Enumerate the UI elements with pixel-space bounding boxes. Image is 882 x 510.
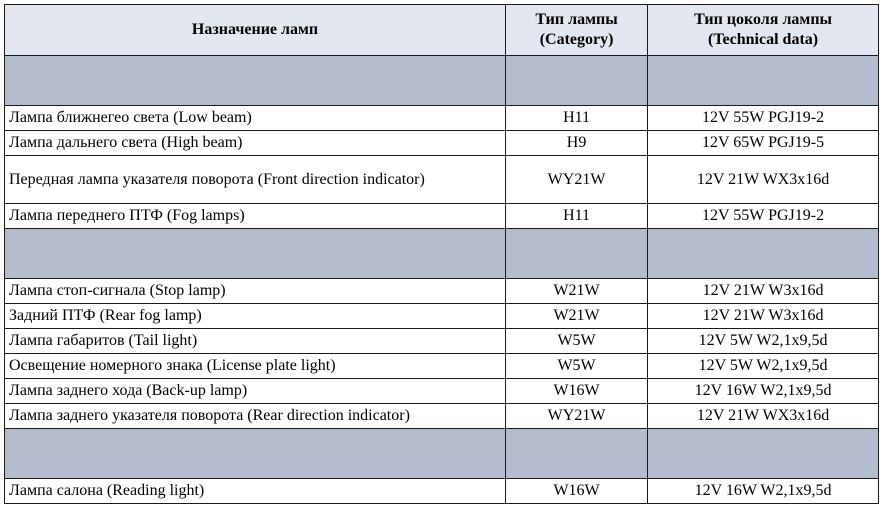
lamp-technical: 12V 65W PGJ19-5 — [648, 131, 879, 156]
section-cell — [648, 56, 879, 106]
lamp-category: W21W — [506, 279, 648, 304]
header-technical-line2: (Technical data) — [708, 31, 819, 48]
lamp-name: Лампа переднего ПТФ (Fog lamps) — [5, 204, 506, 229]
lamp-technical: 12V 55W PGJ19-2 — [648, 106, 879, 131]
lamp-name: Лампа стоп-сигнала (Stop lamp) — [5, 279, 506, 304]
section-cell — [648, 429, 879, 479]
lamp-category: H11 — [506, 204, 648, 229]
section-cell — [506, 229, 648, 279]
section-separator-rear — [5, 229, 879, 279]
lamp-name: Лампа ближнегео света (Low beam) — [5, 106, 506, 131]
table-row — [5, 131, 879, 156]
section-separator-interior — [5, 429, 879, 479]
lamp-category: WY21W — [506, 404, 648, 429]
table-row — [5, 204, 879, 229]
lamp-category: W5W — [506, 354, 648, 379]
table-row — [5, 106, 879, 131]
section-cell — [5, 429, 506, 479]
lamp-category: WY21W — [506, 156, 648, 204]
lamp-technical: 12V 16W W2,1x9,5d — [648, 379, 879, 404]
lamp-category: H11 — [506, 106, 648, 131]
table-row — [5, 379, 879, 404]
header-technical — [648, 5, 879, 56]
header-purpose: Назначение ламп — [5, 5, 506, 56]
lamp-name: Лампа салона (Reading light) — [5, 479, 506, 504]
header-technical-line1: Тип цоколя лампы — [694, 11, 833, 28]
header-category-line1: Тип лампы — [535, 11, 618, 28]
section-cell — [5, 229, 506, 279]
lamp-technical: 12V 55W PGJ19-2 — [648, 204, 879, 229]
table-row — [5, 329, 879, 354]
section-cell — [5, 56, 506, 106]
table-row — [5, 156, 879, 204]
section-cell — [648, 229, 879, 279]
lamp-name: Передная лампа указателя поворота (Front direction indicator) — [5, 156, 506, 204]
section-cell — [506, 429, 648, 479]
section-separator-front — [5, 56, 879, 106]
lamp-category: W16W — [506, 379, 648, 404]
lamp-category: W21W — [506, 304, 648, 329]
lamp-technical: 12V 21W WX3x16d — [648, 404, 879, 429]
lamp-category: H9 — [506, 131, 648, 156]
header-row — [5, 5, 879, 56]
lamp-name: Лампа дальнего света (High beam) — [5, 131, 506, 156]
lamp-category: W16W — [506, 479, 648, 504]
section-cell — [506, 56, 648, 106]
lamp-name: Задний ПТФ (Rear fog lamp) — [5, 304, 506, 329]
lamp-category: W5W — [506, 329, 648, 354]
lamp-technical: 12V 21W W3x16d — [648, 279, 879, 304]
lamp-technical: 12V 21W WX3x16d — [648, 156, 879, 204]
lamp-technical: 12V 5W W2,1x9,5d — [648, 329, 879, 354]
lamp-technical: 12V 5W W2,1x9,5d — [648, 354, 879, 379]
header-category — [506, 5, 648, 56]
lamp-name: Освещение номерного знака (License plate light) — [5, 354, 506, 379]
table-row — [5, 354, 879, 379]
table-row — [5, 404, 879, 429]
lamp-name: Лампа заднего указателя поворота (Rear direction indicator) — [5, 404, 506, 429]
lamp-name: Лампа габаритов (Tail light) — [5, 329, 506, 354]
table-row — [5, 279, 879, 304]
lamp-specification-table — [4, 4, 879, 504]
header-category-line2: (Category) — [539, 31, 614, 48]
table-row — [5, 304, 879, 329]
lamp-technical: 12V 16W W2,1x9,5d — [648, 479, 879, 504]
lamp-name: Лампа заднего хода (Back-up lamp) — [5, 379, 506, 404]
lamp-technical: 12V 21W W3x16d — [648, 304, 879, 329]
table-row — [5, 479, 879, 504]
